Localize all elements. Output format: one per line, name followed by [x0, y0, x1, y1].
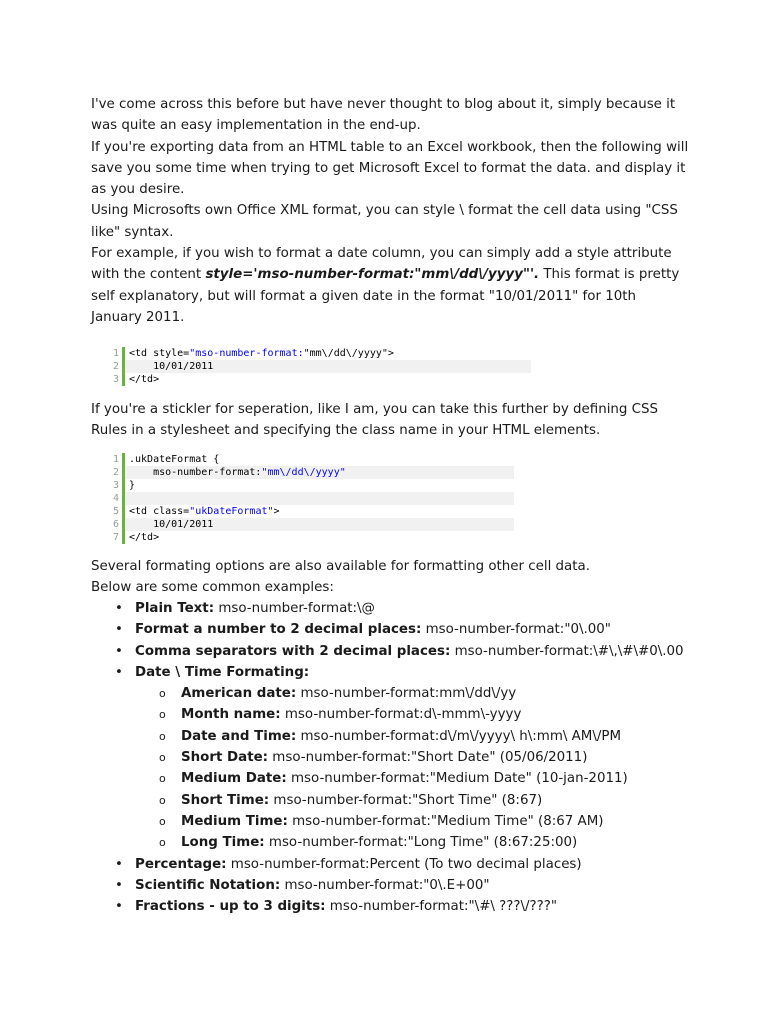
code-token: >: [273, 506, 280, 517]
line-number: 7: [112, 532, 119, 543]
code-line: [95, 531, 514, 544]
circle-bullet-icon: o: [159, 751, 166, 765]
code-token: 10/01/2011: [129, 361, 214, 372]
circle-bullet-icon: o: [159, 708, 166, 722]
option-key: Medium Time:: [181, 813, 288, 829]
code-line: [95, 505, 514, 518]
bullet-icon: •: [115, 877, 123, 893]
option-key: Month name:: [181, 707, 281, 723]
code-text: [125, 531, 514, 544]
circle-bullet-icon: o: [159, 836, 166, 850]
code-token: <td class=: [129, 506, 190, 517]
sublist-item: [91, 683, 751, 704]
format-options-list: [91, 598, 751, 917]
code-text: [125, 505, 514, 518]
option-key: Fractions - up to 3 digits:: [135, 899, 326, 915]
option-value: mso-number-format:"\#\ ???\/???": [325, 899, 558, 915]
bullet-icon: •: [115, 601, 123, 616]
code-text: [125, 466, 514, 479]
code-string: "ukDateFormat": [189, 506, 274, 517]
circle-bullet-icon: o: [159, 687, 166, 701]
code-token: .ukDateFormat {: [129, 454, 220, 465]
code-token: </td>: [129, 532, 160, 543]
option-value: mso-number-format:mm\/dd\/yy: [296, 686, 517, 702]
option-value: mso-number-format:Percent (To two decimal places): [226, 856, 582, 872]
option-value: mso-number-format:"Short Time" (8:67): [269, 792, 543, 808]
option-key: Date and Time:: [181, 728, 297, 744]
option-key: Scientific Notation:: [135, 877, 281, 893]
code-line: [95, 466, 514, 479]
option-value: mso-number-format:d\-mmm\-yyyy: [280, 707, 522, 723]
intro-paragraph-4: [91, 243, 691, 328]
code-token: mso-number-format:: [129, 467, 262, 478]
list-item-scientific: [91, 875, 751, 896]
code-line: [95, 518, 514, 531]
intro-paragraph-2: If you're exporting data from an HTML table to an Excel workbook, then the following will save you some time when trying to get Microsoft Excel to format the data. and display it as you desire.: [91, 139, 689, 198]
option-key: Plain Text:: [135, 601, 215, 616]
option-key: Format a number to 2 decimal places:: [135, 622, 422, 638]
option-key: Comma separators with 2 decimal places:: [135, 643, 451, 659]
option-value: mso-number-format:"Medium Time" (8:67 AM): [287, 813, 604, 829]
code-line: [95, 373, 531, 386]
line-number: 1: [112, 348, 119, 359]
code-token: "mm\/dd\/yyyy">: [303, 348, 394, 359]
line-number: 5: [112, 506, 119, 517]
code-string: "mm\/dd\/yyyy": [261, 467, 346, 478]
code-text: [125, 492, 514, 505]
formatting-options-intro: [91, 556, 691, 599]
code-line: [95, 347, 531, 360]
bullet-icon: •: [115, 622, 123, 638]
list-item-decimal: [91, 619, 751, 640]
list-item-plain-text: [91, 598, 751, 619]
p4-text-b: This format is pretty self explanatory, but will format a given date in the format "10/01/2011" for 10th January 2011.: [91, 267, 680, 325]
separation-text: If you're a stickler for seperation, like I am, you can take this further by defining CSS Rules in a stylesheet and specifying the class name in your HTML elements.: [91, 402, 659, 439]
option-value: mso-number-format:\@: [214, 601, 375, 616]
bullet-icon: •: [115, 856, 123, 872]
list-item-comma: [91, 641, 751, 662]
options-intro-line-2: Below are some common examples:: [91, 580, 334, 596]
option-value: mso-number-format:"Short Date" (05/06/2011): [268, 750, 588, 766]
option-value: mso-number-format:"Medium Date" (10-jan-2011): [286, 771, 628, 787]
code-token: <td style=: [129, 348, 190, 359]
option-key: Short Time:: [181, 792, 270, 808]
option-value: mso-number-format:"0\.00": [421, 622, 611, 638]
line-number: 2: [112, 467, 119, 478]
sublist-item: [91, 768, 751, 789]
line-number: 2: [112, 361, 119, 372]
line-number: 4: [112, 493, 119, 504]
option-key: Long Time:: [181, 835, 265, 851]
option-key: Medium Date:: [181, 771, 287, 787]
option-key: Date \ Time Formating:: [135, 664, 310, 680]
p4-text-a: For example, if you wish to format a date column, you can simply add a style attribute with the content: [91, 246, 672, 283]
intro-text: [91, 94, 691, 328]
code-token: </td>: [129, 374, 160, 385]
bullet-icon: •: [115, 643, 123, 659]
code-line: [95, 479, 514, 492]
option-value: mso-number-format:"Long Time" (8:67:25:00): [264, 835, 578, 851]
bullet-icon: •: [115, 899, 123, 915]
code-text: [125, 453, 514, 466]
option-key: Short Date:: [181, 750, 269, 766]
line-number: 1: [112, 454, 119, 465]
option-key: American date:: [181, 686, 297, 702]
p4-inline-code: style='mso-number-format:"mm\/dd\/yyyy"'.: [205, 267, 540, 283]
sublist-item: [91, 790, 751, 811]
circle-bullet-icon: o: [159, 814, 166, 828]
sublist-item: [91, 832, 751, 853]
list-item-date-time: [91, 662, 751, 854]
bullet-icon: •: [115, 664, 123, 680]
option-value: mso-number-format:\#\,\#\#0\.00: [450, 643, 684, 659]
date-time-sublist: [91, 683, 751, 853]
sublist-item: [91, 747, 751, 768]
line-number: 6: [112, 519, 119, 530]
intro-paragraph-1: I've come across this before but have never thought to blog about it, simply because it was quite an easy implementation in the end-up.: [91, 97, 676, 134]
sublist-item: [91, 726, 751, 747]
code-line: [95, 492, 514, 505]
circle-bullet-icon: o: [159, 793, 166, 807]
list-item-fractions: [91, 896, 751, 917]
line-number: 3: [112, 480, 119, 491]
code-text: [125, 479, 514, 492]
option-value: mso-number-format:"0\.E+00": [280, 877, 490, 893]
code-text: [125, 360, 531, 373]
code-token: }: [129, 480, 136, 491]
code-block-2: [95, 453, 514, 544]
list-item-percentage: [91, 854, 751, 875]
option-value: mso-number-format:d\/m\/yyyy\ h\:mm\ AM\/PM: [296, 728, 621, 744]
separation-paragraph: [91, 399, 691, 442]
code-line: [95, 453, 514, 466]
option-key: Percentage:: [135, 856, 227, 872]
options-intro-line-1: Several formating options are also available for formatting other cell data.: [91, 559, 590, 574]
code-string: "mso-number-format:: [189, 348, 304, 359]
code-line: [95, 360, 531, 373]
code-text: [125, 373, 531, 386]
circle-bullet-icon: o: [159, 729, 166, 743]
circle-bullet-icon: o: [159, 772, 166, 786]
sublist-item: [91, 704, 751, 725]
line-number: 3: [112, 374, 119, 385]
intro-paragraph-3: Using Microsofts own Office XML format, you can style \ format the cell data using "CSS like" syntax.: [91, 203, 678, 240]
code-token: 10/01/2011: [129, 519, 214, 530]
sublist-item: [91, 811, 751, 832]
code-text: [125, 347, 531, 360]
code-text: [125, 518, 514, 531]
code-block-1: [95, 347, 531, 386]
